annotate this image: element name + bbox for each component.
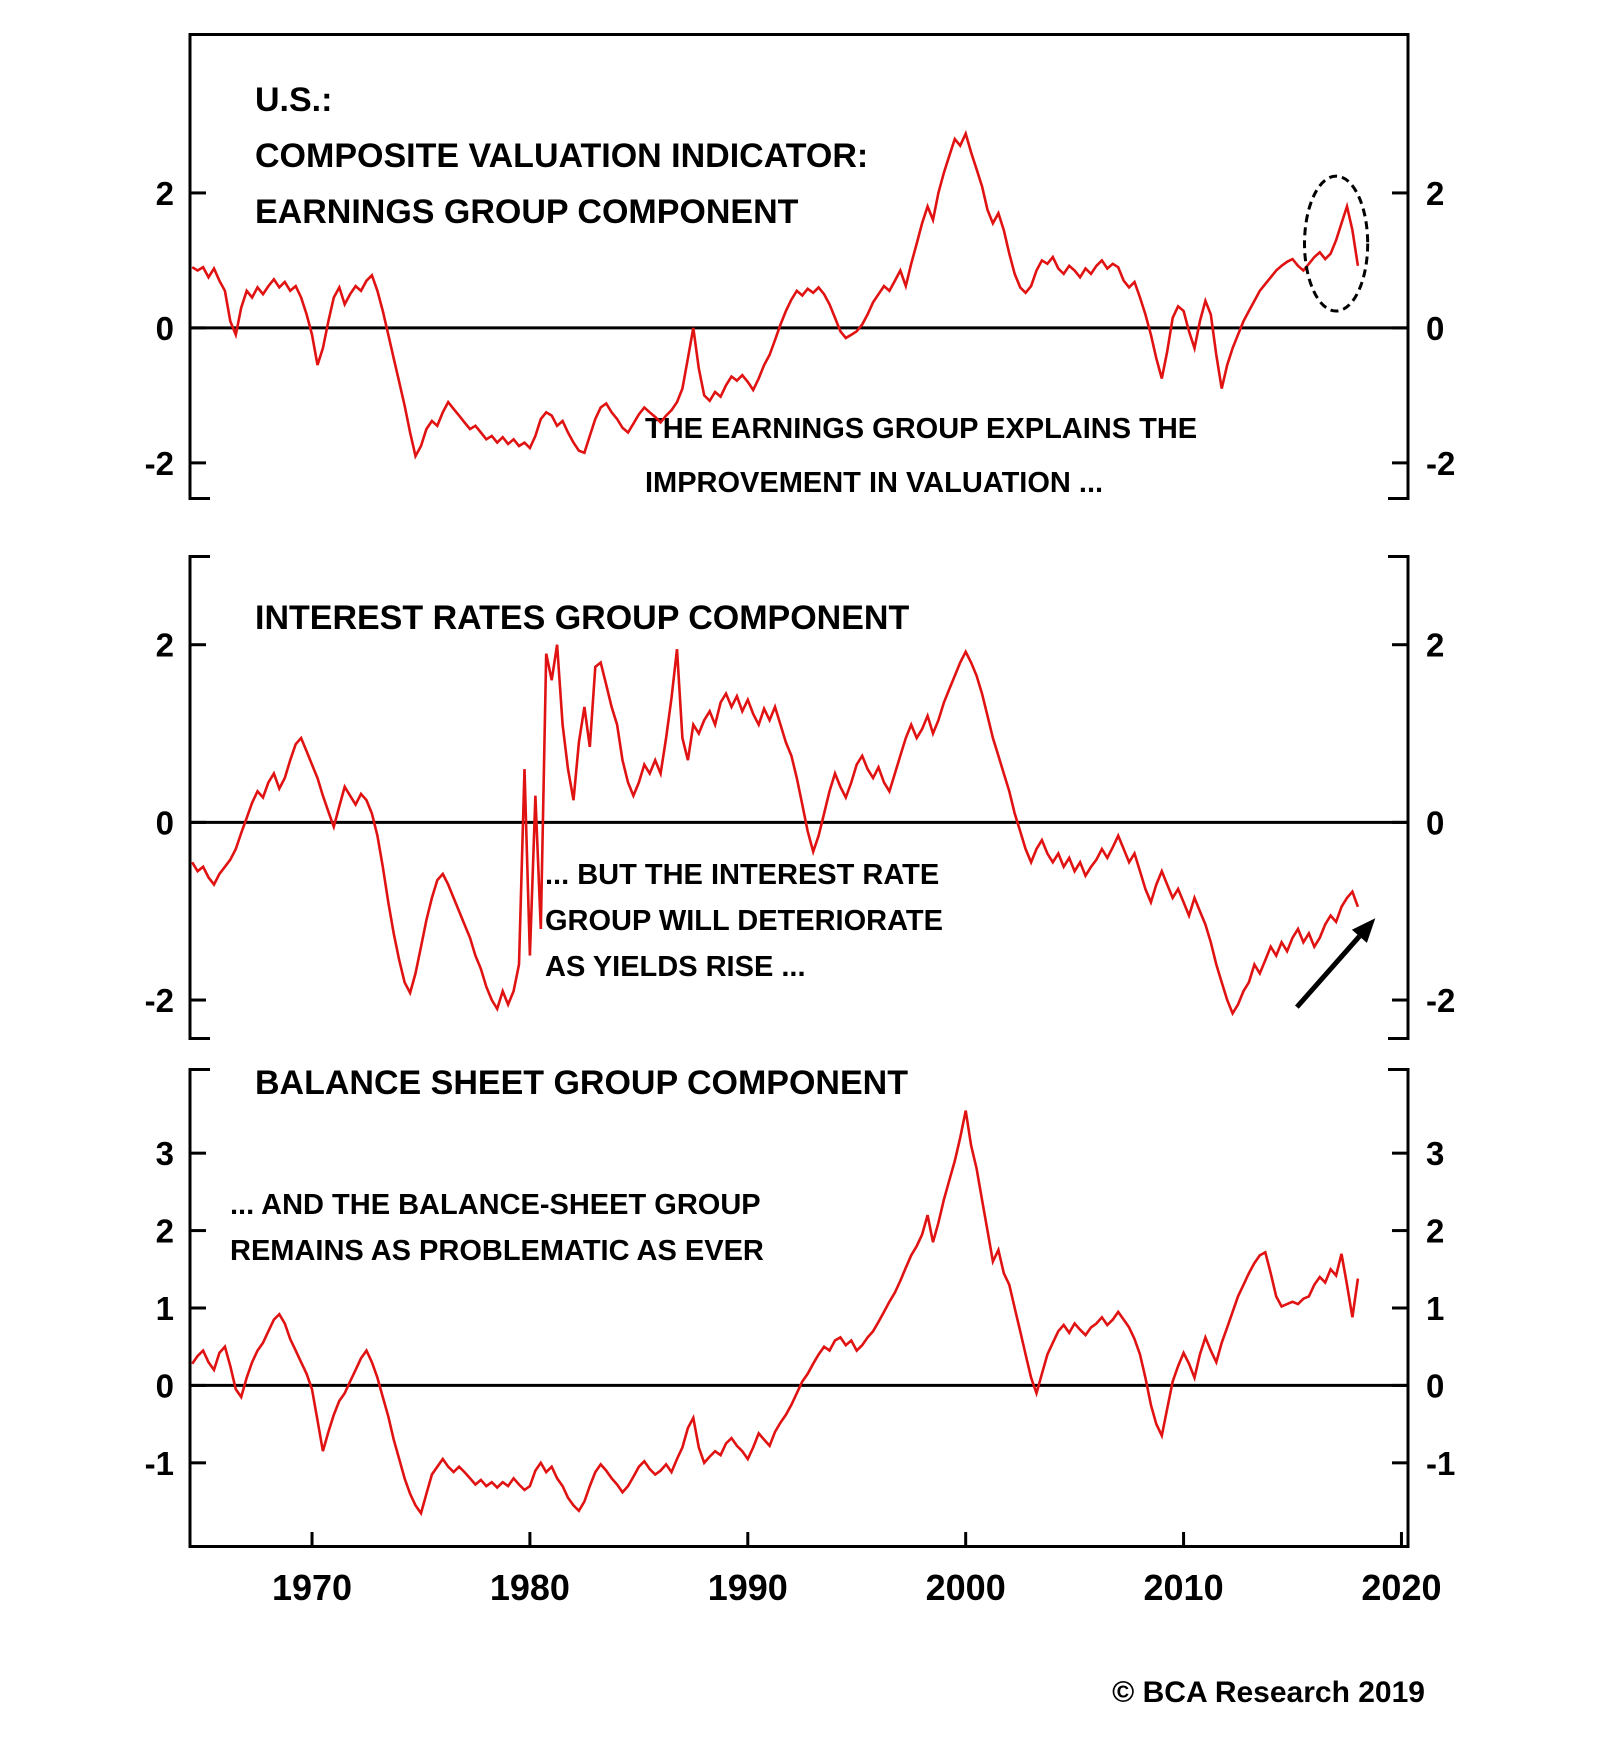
y-tick-label-right: 0 — [1426, 804, 1445, 842]
copyright-text: © BCA Research 2019 — [1112, 1676, 1425, 1709]
y-tick-label-left: 2 — [155, 1212, 174, 1250]
y-tick-label-right: -1 — [1426, 1444, 1456, 1482]
y-tick-label-right: 2 — [1426, 1212, 1445, 1250]
y-tick-label-left: 0 — [155, 309, 174, 347]
y-tick-label-left: 2 — [155, 626, 174, 664]
y-tick-label-right: 2 — [1426, 174, 1445, 212]
x-tick-label: 2000 — [925, 1567, 1006, 1608]
y-tick-label-left: 2 — [155, 174, 174, 212]
panel3-annotation-line1: ... AND THE BALANCE-SHEET GROUP — [230, 1189, 761, 1221]
panel1-title-line2: COMPOSITE VALUATION INDICATOR: — [255, 137, 869, 175]
y-tick-label-left: -1 — [144, 1444, 174, 1482]
y-tick-label-right: 0 — [1426, 309, 1445, 347]
y-tick-label-right: -2 — [1426, 444, 1456, 482]
earnings-series-line — [192, 134, 1358, 457]
panel1-title-line3: EARNINGS GROUP COMPONENT — [255, 193, 799, 231]
panel3-title-line1: BALANCE SHEET GROUP COMPONENT — [255, 1064, 908, 1102]
panel1-annotation-line1: THE EARNINGS GROUP EXPLAINS THE — [645, 413, 1198, 445]
balance-sheet-chart-svg — [0, 1068, 1600, 1633]
y-tick-label-left: -2 — [144, 444, 174, 482]
trend-arrow-shaft — [1297, 936, 1360, 1007]
x-tick-label: 2010 — [1143, 1567, 1224, 1608]
x-tick-label: 2020 — [1361, 1567, 1442, 1608]
interest-rates-chart-svg — [0, 555, 1600, 1080]
y-tick-label-right: 3 — [1426, 1135, 1445, 1173]
panel1-title-line1: U.S.: — [255, 81, 333, 119]
y-tick-label-right: -2 — [1426, 982, 1456, 1020]
earnings-chart-svg — [0, 33, 1600, 543]
y-tick-label-left: -2 — [144, 982, 174, 1020]
x-tick-label: 1970 — [271, 1567, 353, 1608]
panel2-annotation-line2: GROUP WILL DETERIORATE — [545, 905, 943, 937]
panel2-annotation-line3: AS YIELDS RISE ... — [545, 951, 806, 983]
panel2-annotation-line1: ... BUT THE INTEREST RATE — [545, 859, 940, 891]
y-tick-label-left: 0 — [155, 804, 174, 842]
y-tick-label-left: 3 — [155, 1135, 174, 1173]
x-tick-label: 1990 — [707, 1567, 788, 1608]
x-tick-label: 1980 — [489, 1567, 570, 1608]
panel3-annotation-line2: REMAINS AS PROBLEMATIC AS EVER — [230, 1235, 764, 1267]
interest-rates-series-line — [192, 645, 1358, 1014]
balance-sheet-series-line — [192, 1111, 1358, 1514]
y-tick-label-right: 1 — [1426, 1290, 1445, 1327]
y-tick-label-left: 1 — [155, 1290, 174, 1327]
y-tick-label-right: 2 — [1426, 626, 1445, 664]
y-tick-label-right: 0 — [1426, 1367, 1445, 1405]
y-tick-label-left: 0 — [155, 1367, 174, 1405]
panel1-annotation-line2: IMPROVEMENT IN VALUATION ... — [645, 467, 1104, 499]
panel2-title-line1: INTEREST RATES GROUP COMPONENT — [255, 599, 910, 637]
